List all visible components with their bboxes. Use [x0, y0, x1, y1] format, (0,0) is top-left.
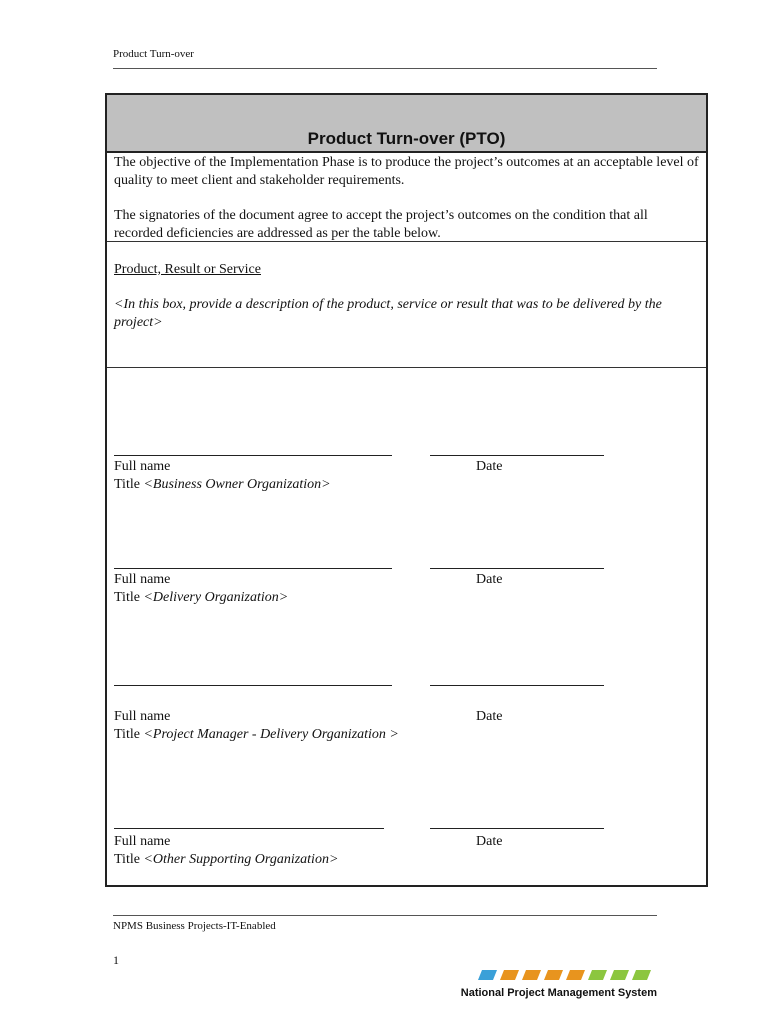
page-footer: NPMS Business Projects-IT-Enabled [113, 920, 276, 932]
logo-bar [478, 970, 497, 980]
footer-divider [113, 915, 657, 916]
signature-line[interactable] [114, 455, 392, 456]
full-name-label: Full name [114, 459, 171, 474]
title-role: <Business Owner Organization> [143, 477, 331, 492]
title-prefix: Title [114, 590, 144, 605]
date-line[interactable] [430, 568, 604, 569]
page-header: Product Turn-over [113, 48, 194, 60]
title-prefix: Title [114, 477, 144, 492]
logo-bar [500, 970, 519, 980]
date-line[interactable] [430, 455, 604, 456]
logo-bar [522, 970, 541, 980]
full-name-label: Full name [114, 709, 171, 724]
date-label: Date [476, 572, 503, 587]
product-heading: Product, Result or Service [114, 262, 261, 277]
title-role: <Delivery Organization> [143, 590, 289, 605]
title-role: <Other Supporting Organization> [143, 852, 339, 867]
title-band [107, 95, 706, 153]
title-prefix: Title [114, 852, 144, 867]
logo-bar [544, 970, 563, 980]
title-line [114, 589, 288, 607]
logo-bar [588, 970, 607, 980]
intro-paragraph-signatories: The signatories of the document agree to accept the project’s outcomes on the condition that all recorded deficiencies are addressed as per the table below. [114, 208, 648, 241]
section-divider [107, 241, 706, 242]
date-line[interactable] [430, 685, 604, 686]
pto-form [105, 93, 708, 887]
logo-bar [610, 970, 629, 980]
full-name-label: Full name [114, 572, 171, 587]
date-label: Date [476, 459, 503, 474]
npms-logo-bars [478, 969, 658, 981]
product-description-field[interactable]: <In this box, provide a description of the product, service or result that was to be delivered by the project> [114, 297, 662, 330]
title-line [114, 851, 338, 869]
form-title: Product Turn-over (PTO) [307, 129, 506, 148]
title-line [114, 726, 399, 744]
title-prefix: Title [114, 727, 144, 742]
logo-bar [566, 970, 585, 980]
signature-line[interactable] [114, 685, 392, 686]
header-divider [113, 68, 657, 69]
section-divider [107, 367, 706, 368]
date-line[interactable] [430, 828, 604, 829]
page-number: 1 [113, 953, 119, 967]
signature-line[interactable] [114, 568, 392, 569]
title-line [114, 476, 331, 494]
intro-paragraph-objective: The objective of the Implementation Phase is to produce the project’s outcomes at an acceptable level of quality to meet client and stakeholder requirements. [114, 155, 699, 188]
npms-logo-name: National Project Management System [460, 987, 657, 999]
title-role: <Project Manager - Delivery Organization > [143, 727, 399, 742]
logo-bar [632, 970, 651, 980]
date-label: Date [476, 834, 503, 849]
date-label: Date [476, 709, 503, 724]
full-name-label: Full name [114, 834, 171, 849]
signature-line[interactable] [114, 828, 384, 829]
